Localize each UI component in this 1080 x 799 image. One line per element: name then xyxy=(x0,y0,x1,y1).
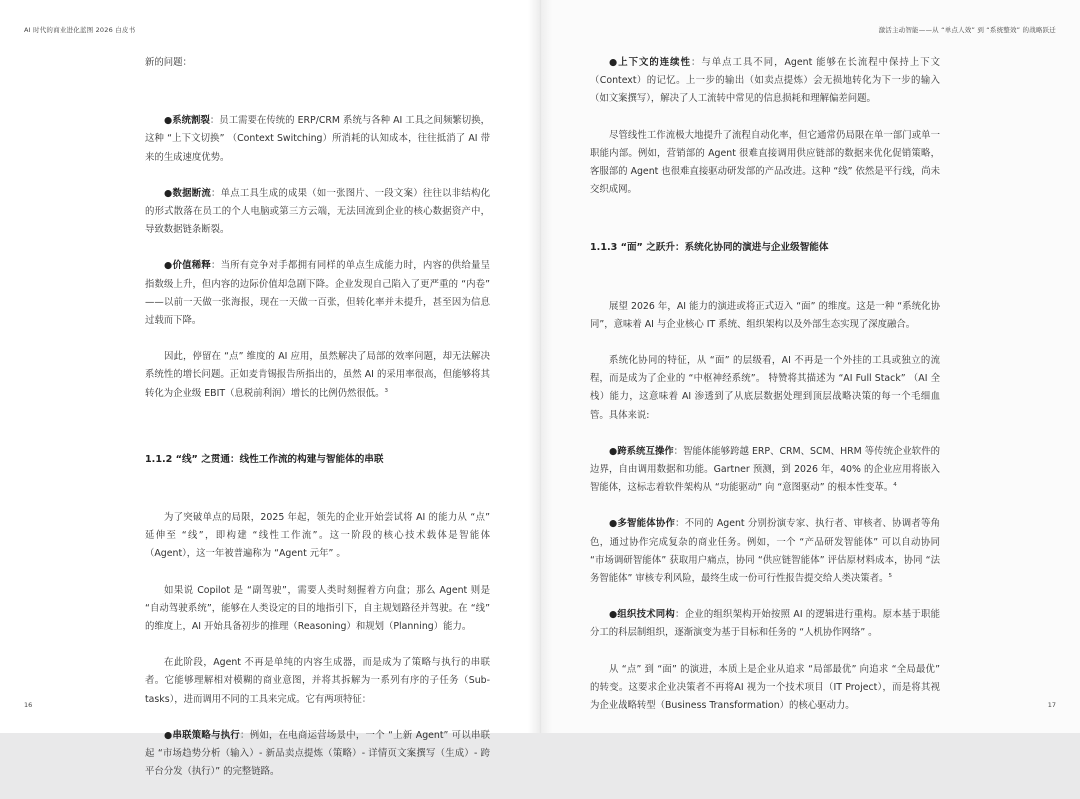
bullet-text: ：智能体能够跨越 ERP、CRM、SCM、HRM 等传统企业软件的边界，自由调用数据和功能。Gartner 预测，到 2026 年，40% 的企业应用将嵌入智能体，这标志着软件架构从 “功能驱动” 向 “意图驱动” 的根本性变革。 xyxy=(590,445,940,494)
bullet-text: ：不同的 Agent 分别扮演专家、执行者、审核者、协调者等角色，通过协作完成复杂的商业任务。例如，一个 “产品研发智能体” 可以自动协同 “市场调研智能体” 获取用户痛点，协同 “供应链智能体” 评估原材料成本，协同 “法务智能体” 审核专利风险，最终生成一份可行性报告提交给人类决策者。 xyxy=(590,518,940,585)
intro-line: 新的问题： xyxy=(145,57,192,68)
bullet-text: ：与单点工具不同，Agent 能够在长流程中保持上下文（Context）的记忆。上一步的输出（如卖点提炼）会无损地转化为下一步的输入（如文案撰写），解决了人工流转中常见的信息损耗和理解偏差问题。 xyxy=(590,57,940,105)
bullet-text: ：例如，在电商运营场景中，一个 “上新 Agent” 可以串联起 “市场趋势分析（输入）- 新品卖点提炼（策略）- 详情页文案撰写（生成）- 跨平台分发（执行）” 的完整链路。 xyxy=(145,729,490,778)
bullet-marker: ● xyxy=(164,187,173,199)
bullet-title: 串联策略与执行 xyxy=(172,729,241,741)
footnote-ref-4[interactable]: 4 xyxy=(893,482,897,489)
paragraph-line-workflow: 为了突破单点的局限，2025 年起，领先的企业开始尝试将 AI 的能力从 “点” 延伸至 “线”，即构建 “线性工作流”。这一阶段的核心技术载体是智能体（Agent），这一年被普遍称为 “Agent 元年” 。 xyxy=(145,512,490,560)
bullet-cross-system xyxy=(590,443,940,498)
bullet-context-continuity xyxy=(590,54,940,109)
paragraph-system-features: 系统化协同的特征，从 “面” 的层级看，AI 不再是一个外挂的工具或独立的流程，而是成为了企业的 “中枢神经系统”。 特赞将其描述为 “AI Full Stack” （AI 全栈）能力，这意味着 AI 渗透到了从底层数据处理到顶层战略决策的每一个毛细血管。具体来说: xyxy=(590,355,940,421)
bullet-marker: ● xyxy=(609,518,618,530)
bullet-org-isomorphism xyxy=(590,606,940,642)
bullet-title: 上下文的连续性 xyxy=(618,57,691,68)
bullet-strategy-execution xyxy=(145,727,490,782)
left-page-body xyxy=(145,54,490,799)
bullet-system-fragmentation xyxy=(145,112,490,167)
bullet-multi-agent xyxy=(590,515,940,588)
bullet-value-dilution xyxy=(145,257,490,330)
right-page-body xyxy=(590,54,940,733)
footnote-ref-5[interactable]: 5 xyxy=(888,572,892,579)
bullet-title: 价值稀释 xyxy=(172,260,211,272)
page-number-left: 16 xyxy=(24,701,33,709)
bullet-marker: ● xyxy=(164,729,173,741)
bullet-text: ：企业的组织架构开始按照 AI 的逻辑进行重构。原本基于职能分工的科层制组织，逐渐演变为基于目标和任务的 “人机协作网络” 。 xyxy=(590,609,940,639)
paragraph-point-to-surface: 从 “点” 到 “面” 的演进，本质上是企业从追求 “局部最优” 向追求 “全局最优” 的转变。这要求企业决策者不再将AI 视为一个技术项目（IT Project），而是将其视为企业战略转型（Business Transformation）的核心驱动力。 xyxy=(590,663,940,712)
running-header-right: 激活主动智能——从 “单点人效” 到 “系统整效” 的战略跃迁 xyxy=(878,26,1056,34)
bullet-data-break xyxy=(145,185,490,240)
bullet-title: 跨系统互操作 xyxy=(617,445,674,457)
bullet-title: 系统割裂 xyxy=(172,115,210,127)
bullet-text: ：员工需要在传统的 ERP/CRM 系统与各种 AI 工具之间频繁切换，这种 “上下文切换” （Context Switching）所消耗的认知成本，往往抵消了 AI 带来的生成速度优势。 xyxy=(145,115,490,163)
left-page xyxy=(0,0,540,778)
bullet-title: 组织技术同构 xyxy=(617,609,676,621)
bullet-marker: ● xyxy=(609,609,618,621)
bullet-text: ：单点工具生成的成果（如一张图片、一段文案）往往以非结构化的形式散落在员工的个人电脑或第三方云端，无法回流到企业的核心数据资产中，导致数据链条断裂。 xyxy=(145,187,490,236)
section-heading-1-1-3: 1.1.3 “面” 之跃升：系统化协同的演进与企业级智能体 xyxy=(590,242,829,254)
section-heading-1-1-2: 1.1.2 “线” 之贯通：线性工作流的构建与智能体的串联 xyxy=(145,453,384,465)
paragraph-line-limits: 尽管线性工作流极大地提升了流程自动化率，但它通常仍局限在单一部门或单一职能内部。例如，营销部的 Agent 很难直接调用供应链部的数据来优化促销策略，客服部的 Agent 也很难直接驱动研发部的产品改进。这种 “线” 依然是平行线，尚未交织成网。 xyxy=(590,129,940,196)
conclusion-paragraph: 因此，停留在 “点” 维度的 AI 应用，虽然解决了局部的效率问题，却无法解决系统性的增长问题。正如麦肯锡报告所指出的，虽然 AI 的采用率很高，但能够将其转化为企业级 EBIT（息税前利润）增长的比例仍然很低。$^3$ xyxy=(145,351,490,399)
footnote-ref-3[interactable]: 3 xyxy=(384,387,388,394)
bullet-title: 数据断流 xyxy=(172,187,211,199)
bullet-marker: ● xyxy=(609,57,619,68)
bullet-marker: ● xyxy=(164,260,173,272)
bullet-marker: ● xyxy=(164,115,173,127)
paragraph-outlook-2026: 展望 2026 年，AI 能力的演进或将正式迈入 “面” 的维度。这是一种 “系统化协同”，意味着 AI 与企业核心 IT 系统、组织架构以及外部生态实现了深度融合。 xyxy=(590,300,940,330)
bullet-title: 多智能体协作 xyxy=(617,518,676,530)
running-header-left: AI 时代的商业进化蓝图 2026 白皮书 xyxy=(24,26,136,34)
bullet-marker: ● xyxy=(609,445,618,457)
bullet-text: ：当所有竞争对手都拥有同样的单点生成能力时，内容的供给量呈指数级上升，但内容的边际价值却急剧下降。企业发现自己陷入了更严重的 “内卷” ——以前一天做一张海报，现在一天做一百张，但转化率并未提升，甚至因为信息过载而下降。 xyxy=(145,260,490,327)
paragraph-copilot-vs-agent: 如果说 Copilot 是 “副驾驶”，需要人类时刻握着方向盘；那么 Agent 则是 “自动驾驶系统”，能够在人类设定的目的地指引下，自主规划路径并驾驶。在 “线” 的维度上，AI 开始具备初步的推理（Reasoning）和规划（Planning）能力。 xyxy=(145,584,490,633)
page-number-right: 17 xyxy=(1047,701,1056,709)
paragraph-agent-features: 在此阶段，Agent 不再是单纯的内容生成器，而是成为了策略与执行的串联者。它能够理解相对模糊的商业意图，并将其拆解为一系列有序的子任务（Sub-tasks），进而调用不同的工具来完成。它有两项特征： xyxy=(145,657,490,705)
right-page xyxy=(540,0,1080,733)
